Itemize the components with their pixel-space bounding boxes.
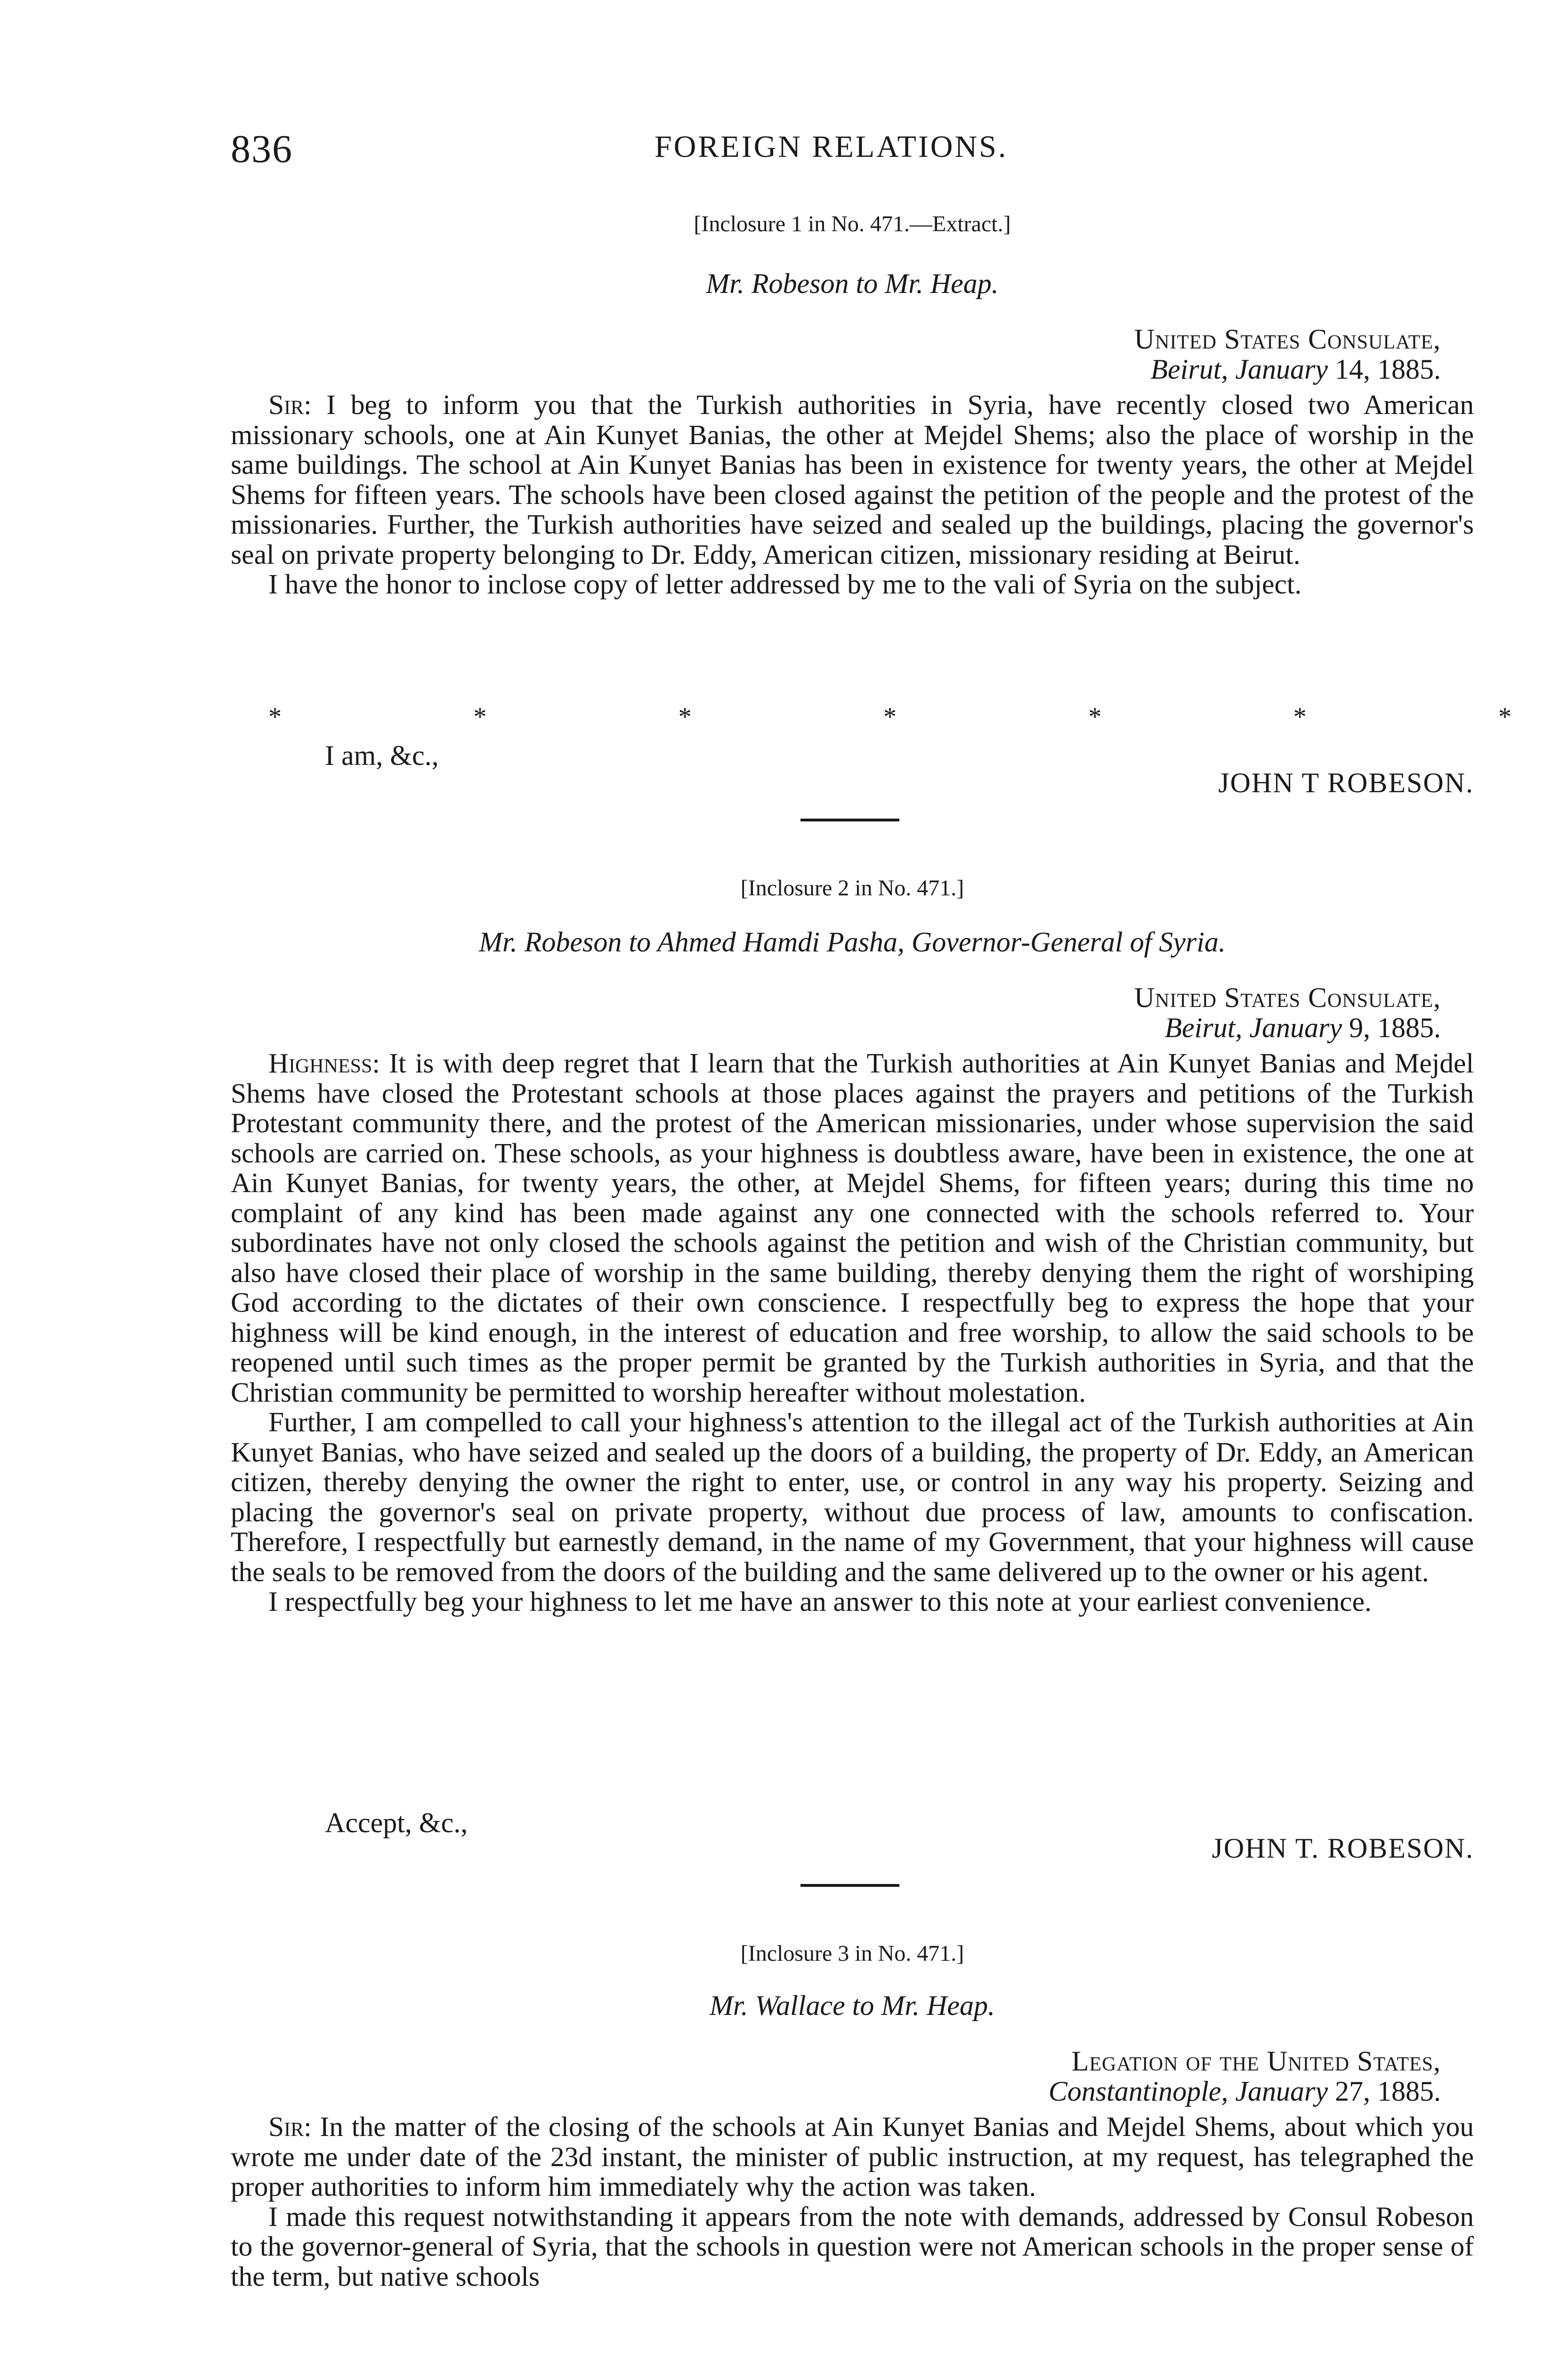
inclosure-1-heading: [Inclosure 1 in No. 471.—Extract.] <box>694 211 1011 236</box>
salutation: Sir <box>268 2111 304 2142</box>
paragraph: Highness: It is with deep regret that I learn that the Turkish authorities at Ain Kunyet Banias and Mejdel Shems have closed the Protestant schools at those places against the prayers and petitions of the Turkish Protestant community there, and the protest of the American missionaries, under whose supervision the said schools are carried on. These schools, as your highness is doubtless aware, have been in existence, the one at Ain Kunyet Banias, for twenty years, the other, at Mejdel Shems, for fifteen years; during this time no complaint of any kind has been made against any one connected with the schools referred to. Your subordinates have not only closed the schools against the petition and wish of the Christian community, but also have closed their place of worship in the same building, thereby denying them the right of worshiping God according to the dictates of their own conscience. I respectfully beg to express the hope that your highness will be kind enough, in the interest of education and free worship, to allow the said schools to be reopened until such times as the proper permit be granted by the Turkish authorities in Syria, and that the Christian community be permitted to worship hereafter without molestation. <box>231 1048 1474 1408</box>
paragraph: Further, I am compelled to call your highness's attention to the illegal act of the Turkish authorities at Ain Kunyet Banias, who have seized and sealed up the doors of a building, the property of Dr. Eddy, an American citizen, thereby denying the owner the right to enter, use, or control in any way his property. Seizing and placing the governor's seal on private property, without due process of law, amounts to confiscation. Therefore, I respectfully but earnestly demand, in the name of my Government, that your highness will cause the seals to be removed from the doors of the building and the same delivered up to the owner or his agent. <box>231 1406 1474 1587</box>
dateline-date: Constantinople, January 27, 1885. <box>1048 2076 1441 2107</box>
inclosure-3-body <box>231 2112 1474 2291</box>
closing: Accept, &c., <box>325 1807 468 1838</box>
paragraph: Sir: In the matter of the closing of the schools at Ain Kunyet Banias and Mejdel Shems, about which you wrote me under date of the 23d instant, the minister of public instruction, at my request, has telegraphed the proper authorities to inform him immediately why the action was taken. <box>231 2111 1474 2202</box>
inclosure-3-dateline <box>231 2046 1474 2106</box>
paragraph: I respectfully beg your highness to let me have an answer to this note at your earliest convenience. <box>268 1586 1372 1617</box>
inclosure-1-addressee: Mr. Robeson to Mr. Heap. <box>706 268 999 299</box>
section-divider <box>800 819 899 821</box>
dateline-office: United States Consulate, <box>1134 324 1441 355</box>
salutation: Sir <box>268 389 304 420</box>
dateline-office: Legation of the United States, <box>1071 2046 1441 2077</box>
dateline-date: Beirut, January 14, 1885. <box>1150 354 1441 385</box>
signature: JOHN T ROBESON. <box>1218 767 1474 798</box>
running-title: FOREIGN RELATIONS. <box>655 130 1008 164</box>
section-divider <box>800 1884 899 1887</box>
salutation: Highness <box>268 1048 372 1079</box>
inclosure-2-addressee: Mr. Robeson to Ahmed Hamdi Pasha, Governor-General of Syria. <box>479 926 1226 958</box>
inclosure-3-heading: [Inclosure 3 in No. 471.] <box>740 1941 964 1966</box>
page-number: 836 <box>231 127 293 171</box>
omission-stars: * * * * * * * <box>268 702 1511 731</box>
inclosure-1-body <box>231 390 1474 600</box>
inclosure-2-dateline <box>231 983 1474 1043</box>
paragraph: I have the honor to inclose copy of letter addressed by me to the vali of Syria on the subject. <box>268 568 1302 600</box>
inclosure-2-heading: [Inclosure 2 in No. 471.] <box>740 876 964 901</box>
page-header <box>231 126 1497 178</box>
closing: I am, &c., <box>325 740 439 771</box>
inclosure-2-body <box>231 1048 1474 1617</box>
signature: JOHN T. ROBESON. <box>1212 1833 1474 1864</box>
dateline-date: Beirut, January 9, 1885. <box>1164 1012 1441 1043</box>
paragraph: I made this request notwithstanding it appears from the note with demands, addressed by Consul Robeson to the governor-general of Syria, that the schools in question were not American schools in the proper sense of the term, but native schools <box>231 2201 1474 2292</box>
inclosure-1-dateline <box>231 324 1474 384</box>
inclosure-3-addressee: Mr. Wallace to Mr. Heap. <box>709 1990 995 2021</box>
paragraph: Sir: I beg to inform you that the Turkish authorities in Syria, have recently closed two American missionary schools, one at Ain Kunyet Banias, the other at Mejdel Shems; also the place of worship in the same buildings. The school at Ain Kunyet Banias has been in existence for twenty years, the other at Mejdel Shems for fifteen years. The schools have been closed against the petition of the people and the protest of the missionaries. Further, the Turkish authorities have seized and sealed up the buildings, placing the governor's seal on private property belonging to Dr. Eddy, American citizen, missionary residing at Beirut. <box>231 389 1474 570</box>
dateline-office: United States Consulate, <box>1134 982 1441 1013</box>
